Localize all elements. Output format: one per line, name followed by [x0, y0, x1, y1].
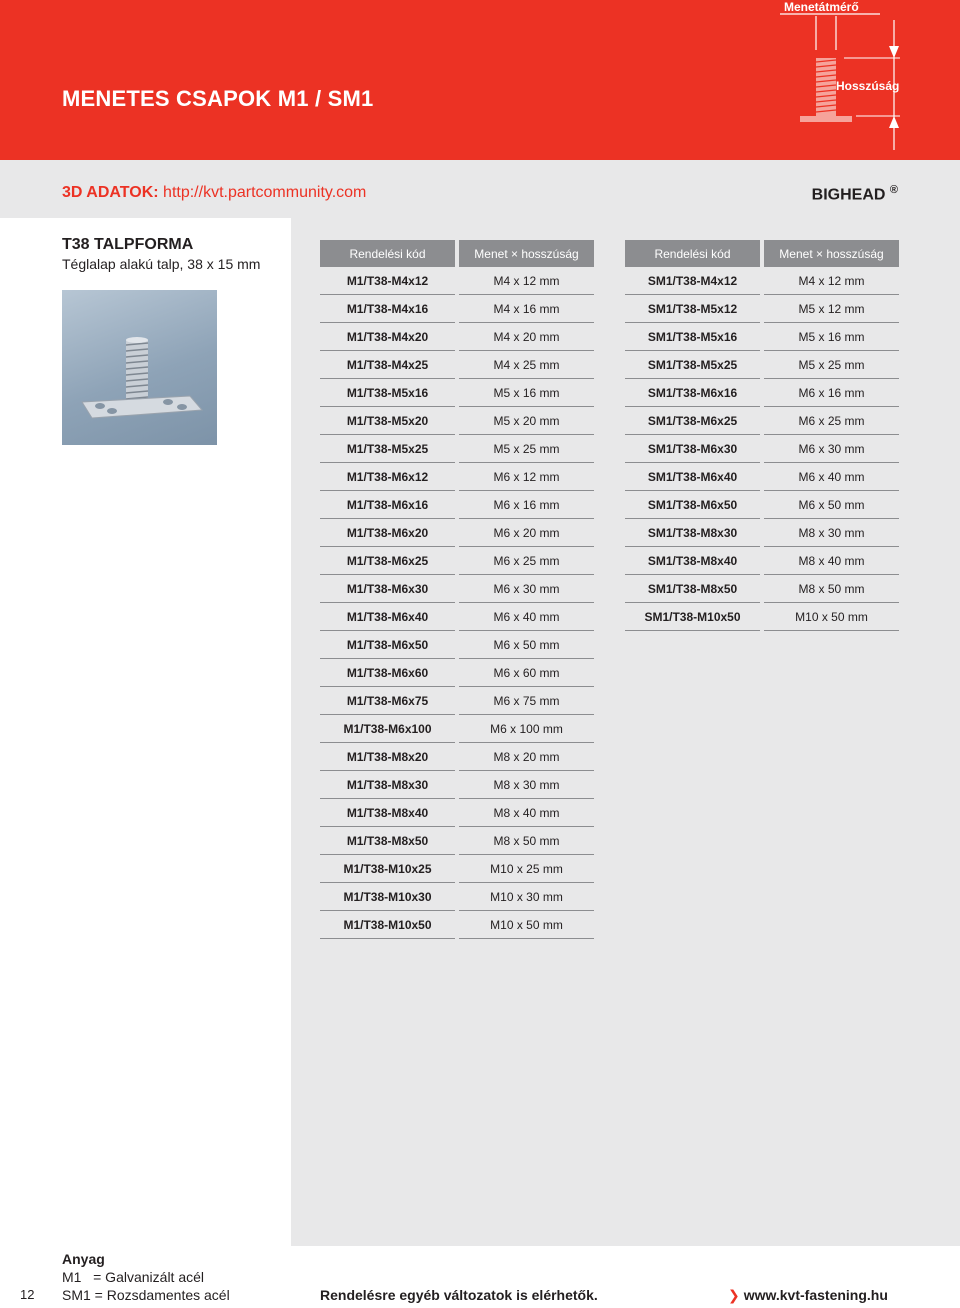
website: [728, 1287, 888, 1304]
thread-length-cell: M6 x 50 mm: [459, 631, 594, 659]
order-code-cell: M1/T38-M5x25: [320, 435, 455, 463]
thread-length-cell: M4 x 20 mm: [459, 323, 594, 351]
order-code-cell: SM1/T38-M6x40: [625, 463, 760, 491]
order-code-cell: M1/T38-M6x75: [320, 687, 455, 715]
table-row: [320, 267, 594, 295]
table-row: [625, 491, 899, 519]
table-row: [625, 519, 899, 547]
table-row: [320, 659, 594, 687]
thread-length-cell: M5 x 25 mm: [764, 351, 899, 379]
page-title: MENETES CSAPOK M1 / SM1: [62, 86, 374, 111]
thread-length-cell: M5 x 12 mm: [764, 295, 899, 323]
order-code-cell: M1/T38-M6x100: [320, 715, 455, 743]
table-row: [625, 575, 899, 603]
table-header-row: [320, 240, 594, 267]
order-code-cell: SM1/T38-M6x50: [625, 491, 760, 519]
thread-length-cell: M8 x 40 mm: [459, 799, 594, 827]
section-subtitle: Téglalap alakú talp, 38 x 15 mm: [62, 256, 261, 272]
thread-length-cell: M8 x 30 mm: [764, 519, 899, 547]
product-photo: [62, 290, 217, 445]
table-row: [625, 379, 899, 407]
order-code-cell: M1/T38-M6x50: [320, 631, 455, 659]
table-row: [625, 407, 899, 435]
table-row: [625, 603, 899, 631]
thread-length-cell: M8 x 30 mm: [459, 771, 594, 799]
order-code-cell: M1/T38-M4x25: [320, 351, 455, 379]
order-code-cell: M1/T38-M8x40: [320, 799, 455, 827]
table-row: [625, 547, 899, 575]
table-row: [320, 351, 594, 379]
table-row: [625, 295, 899, 323]
diagram-label-thread-diameter: Menetátmérő: [784, 0, 859, 14]
order-code-cell: SM1/T38-M8x50: [625, 575, 760, 603]
page-number: 12: [20, 1287, 35, 1302]
thread-length-cell: M6 x 60 mm: [459, 659, 594, 687]
diagram-label-length: Hosszúság: [836, 79, 900, 93]
website-link[interactable]: www.kvt-fastening.hu: [743, 1287, 888, 1303]
order-code-cell: M1/T38-M8x50: [320, 827, 455, 855]
order-code-cell: M1/T38-M5x16: [320, 379, 455, 407]
table-row: [320, 407, 594, 435]
order-code-cell: M1/T38-M10x25: [320, 855, 455, 883]
column-header-thread-length: Menet × hosszúság: [459, 240, 594, 267]
order-code-cell: SM1/T38-M5x16: [625, 323, 760, 351]
thread-length-cell: M10 x 25 mm: [459, 855, 594, 883]
table-row: [320, 883, 594, 911]
table-row: [625, 323, 899, 351]
order-code-cell: SM1/T38-M6x16: [625, 379, 760, 407]
order-code-cell: M1/T38-M4x20: [320, 323, 455, 351]
table-row: [625, 435, 899, 463]
section-title: T38 TALPFORMA: [62, 236, 194, 253]
order-code-cell: SM1/T38-M4x12: [625, 267, 760, 295]
thread-length-cell: M8 x 50 mm: [459, 827, 594, 855]
brand-text: BIGHEAD: [811, 186, 886, 204]
thread-length-cell: M10 x 50 mm: [764, 603, 899, 631]
table-row: [320, 743, 594, 771]
table-row: [320, 771, 594, 799]
order-code-cell: M1/T38-M6x12: [320, 463, 455, 491]
thread-length-cell: M6 x 25 mm: [764, 407, 899, 435]
column-header-order-code: Rendelési kód: [320, 240, 455, 267]
3d-data-label: 3D ADATOK:: [62, 184, 159, 201]
thread-length-cell: M6 x 50 mm: [764, 491, 899, 519]
3d-data-url[interactable]: http://kvt.partcommunity.com: [163, 184, 367, 201]
thread-length-cell: M10 x 50 mm: [459, 911, 594, 939]
threaded-stud-image: [62, 290, 217, 445]
order-code-cell: M1/T38-M4x12: [320, 267, 455, 295]
thread-length-cell: M4 x 16 mm: [459, 295, 594, 323]
thread-length-cell: M10 x 30 mm: [459, 883, 594, 911]
thread-length-cell: M5 x 25 mm: [459, 435, 594, 463]
chevron-right-icon: ❯: [728, 1287, 740, 1303]
order-code-cell: SM1/T38-M5x25: [625, 351, 760, 379]
order-code-cell: SM1/T38-M5x12: [625, 295, 760, 323]
order-code-cell: M1/T38-M6x30: [320, 575, 455, 603]
order-code-cell: M1/T38-M6x16: [320, 491, 455, 519]
order-variants-note: Rendelésre egyéb változatok is elérhetők.: [320, 1287, 598, 1303]
thread-length-cell: M6 x 75 mm: [459, 687, 594, 715]
order-code-cell: M1/T38-M10x30: [320, 883, 455, 911]
thread-length-cell: M6 x 30 mm: [764, 435, 899, 463]
thread-length-cell: M6 x 12 mm: [459, 463, 594, 491]
table-row: [320, 715, 594, 743]
thread-length-cell: M5 x 20 mm: [459, 407, 594, 435]
table-row: [320, 827, 594, 855]
thread-length-cell: M6 x 16 mm: [764, 379, 899, 407]
brand-name: [812, 184, 898, 204]
order-code-cell: SM1/T38-M6x30: [625, 435, 760, 463]
thread-length-cell: M5 x 16 mm: [764, 323, 899, 351]
order-code-cell: SM1/T38-M10x50: [625, 603, 760, 631]
thread-length-cell: M8 x 40 mm: [764, 547, 899, 575]
thread-length-cell: M6 x 30 mm: [459, 575, 594, 603]
order-code-cell: SM1/T38-M8x40: [625, 547, 760, 575]
order-code-cell: M1/T38-M6x60: [320, 659, 455, 687]
table-row: [320, 631, 594, 659]
thread-length-cell: M5 x 16 mm: [459, 379, 594, 407]
thread-length-cell: M6 x 100 mm: [459, 715, 594, 743]
table-row: [320, 799, 594, 827]
thread-length-cell: M8 x 50 mm: [764, 575, 899, 603]
table-row: [320, 547, 594, 575]
thread-length-cell: M8 x 20 mm: [459, 743, 594, 771]
order-code-cell: M1/T38-M6x20: [320, 519, 455, 547]
material-legend-title: Anyag: [62, 1251, 105, 1267]
thread-length-cell: M4 x 25 mm: [459, 351, 594, 379]
material-legend-m1: M1 = Galvanizált acél: [62, 1269, 205, 1285]
sm1-order-table: [625, 240, 899, 631]
table-row: [320, 855, 594, 883]
thread-length-cell: M6 x 40 mm: [459, 603, 594, 631]
order-code-cell: M1/T38-M5x20: [320, 407, 455, 435]
3d-data-line: [62, 184, 366, 202]
table-row: [320, 379, 594, 407]
m1-order-table: [320, 240, 594, 939]
table-row: [320, 435, 594, 463]
order-code-cell: SM1/T38-M8x30: [625, 519, 760, 547]
table-row: [320, 491, 594, 519]
column-header-thread-length: Menet × hosszúság: [764, 240, 899, 267]
table-row: [320, 911, 594, 939]
table-row: [320, 295, 594, 323]
table-row: [625, 267, 899, 295]
thread-length-cell: M6 x 40 mm: [764, 463, 899, 491]
thread-length-cell: M4 x 12 mm: [764, 267, 899, 295]
table-row: [320, 687, 594, 715]
order-code-cell: M1/T38-M4x16: [320, 295, 455, 323]
table-row: [320, 463, 594, 491]
table-row: [320, 603, 594, 631]
order-code-cell: M1/T38-M8x20: [320, 743, 455, 771]
registered-mark: ®: [889, 184, 898, 196]
table-header-row: [625, 240, 899, 267]
table-row: [625, 463, 899, 491]
table-row: [320, 323, 594, 351]
material-legend: [62, 1250, 230, 1304]
table-row: [320, 519, 594, 547]
order-code-cell: SM1/T38-M6x25: [625, 407, 760, 435]
thread-length-cell: M6 x 20 mm: [459, 519, 594, 547]
order-code-cell: M1/T38-M6x25: [320, 547, 455, 575]
table-row: [320, 575, 594, 603]
order-code-cell: M1/T38-M6x40: [320, 603, 455, 631]
column-header-order-code: Rendelési kód: [625, 240, 760, 267]
material-legend-sm1: SM1 = Rozsdamentes acél: [62, 1287, 230, 1303]
thread-length-cell: M6 x 25 mm: [459, 547, 594, 575]
order-code-cell: M1/T38-M10x50: [320, 911, 455, 939]
thread-length-cell: M4 x 12 mm: [459, 267, 594, 295]
table-row: [625, 351, 899, 379]
thread-length-cell: M6 x 16 mm: [459, 491, 594, 519]
order-code-cell: M1/T38-M8x30: [320, 771, 455, 799]
